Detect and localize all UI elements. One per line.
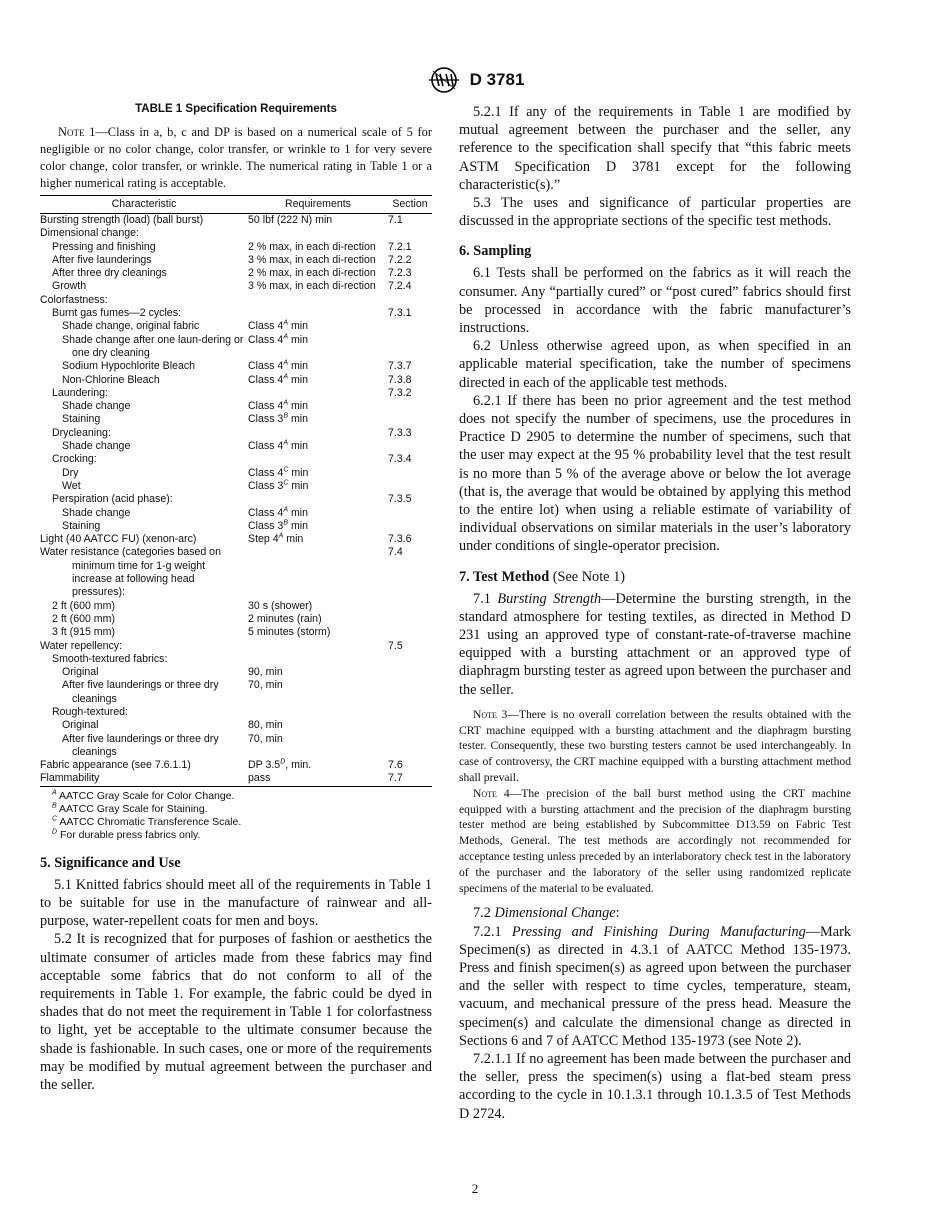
cell-requirements (248, 427, 388, 440)
cell-requirements: 70, min (248, 679, 283, 692)
specification-table (40, 195, 432, 787)
paragraph-5-1: 5.1 Knitted fabrics should meet all of the requirements in Table 1 to be suitable for use in the manufacture of rainwear and all-purpose, water-repellent coats for men and boys. (40, 876, 432, 930)
table-row (40, 241, 432, 254)
cell-section: 7.3.2 (388, 386, 412, 399)
cell-requirements: Class $4^A$ min (248, 373, 309, 386)
cell-section: 7.5 (388, 639, 403, 652)
table-row (40, 679, 432, 706)
cell-section: 7.1 (388, 214, 403, 226)
cell-characteristic: Colorfastness: (40, 293, 108, 306)
cell-requirements (248, 387, 388, 400)
table-row (40, 280, 432, 293)
table-row (40, 533, 432, 546)
paragraph-text: —Determine the bursting strength, in the standard atmosphere for testing textiles, as directed in Method D 231 using an approved type of constant-rate-of-traverse machine equipped with a bursting attachment or an approved type of diaphragm bursting tester as agreed upon between the purchaser and the seller. (459, 590, 852, 698)
cell-requirements: 50 lbf (222 N) min (248, 214, 333, 226)
cell-requirements: 3 % max, in each di-rection (248, 253, 376, 266)
table-row (40, 214, 432, 228)
table-row (40, 626, 432, 639)
note-4 (459, 786, 851, 897)
cell-section: 7.6 (388, 759, 403, 772)
paragraph-6-2-1: 6.2.1 If there has been no prior agreement and the test method does not specify the number of specimens, use the procedures in Practice D 2905 to determine the number of specimens, such that the user may expect at the 95 % probability level that the test result is no more than 5 % of the average above or below the lot average (that is, the average that would be obtained by applying this method to the entire lot) when using a reliable estimate of variability of individual observations on similar materials in the user’s laboratory under conditions of single-operator precision. (459, 392, 851, 555)
cell-characteristic: Shade change (62, 440, 131, 453)
paragraph-text: —Mark Specimen(s) as directed in 4.3.1 of AATCC Method 135-1973. Press and finish specimen(s) as agreed upon between the purchaser and the seller with respect to time cycles, temperature, steam, vacuum, and mechanical pressure of the press head. Measure the specimen(s) and calculate the dimensional change as directed in Sections 6 and 7 of AATCC Method 135-1973 (see Note 2). (459, 923, 852, 1049)
cell-section (388, 733, 432, 760)
table-row (40, 772, 432, 786)
note-text: 4—The precision of the ball burst method using the CRT machine equipped with a bursting attachment and the precision of the diaphragm bursting tester method are being established by Subcommittee D13.59 on Fabric Test Methods, General. The test methods are accordingly not recommended for acceptance testing unless preceded by an interlaboratory check test in the laboratory of the purchaser and the laboratory of the seller using randomized replicate specimens of the material to be evaluated. (459, 786, 851, 895)
header-characteristic: Characteristic (40, 196, 248, 214)
table-row (40, 227, 432, 240)
cell-requirements (248, 653, 388, 666)
cell-requirements: Class $4^A$ min (248, 439, 309, 453)
cell-characteristic: Fabric appearance (see 7.6.1.1) (40, 759, 191, 772)
table-note (40, 124, 432, 192)
table-row (40, 520, 432, 533)
cell-characteristic: Rough-textured: (52, 705, 128, 718)
paragraph-6-1: 6.1 Tests shall be performed on the fabrics as it will reach the consumer. Any “partially cured” or “post cured” fabrics should first be processed in accordance with the fabric manufacturer’s instructions. (459, 265, 851, 337)
cell-characteristic: 2 ft (600 mm) (52, 599, 115, 612)
cell-section (388, 440, 432, 453)
table-row (40, 413, 432, 426)
cell-characteristic: Wet (62, 479, 81, 492)
paragraph-7-2-1 (459, 923, 851, 1050)
cell-characteristic: Staining (62, 413, 101, 426)
cell-requirements: 2 % max, in each di-rection (248, 240, 376, 253)
cell-requirements: 70, min (248, 732, 283, 745)
table-row (40, 254, 432, 267)
paragraph-7-2 (459, 904, 851, 922)
cell-requirements: Class $4^A$ min (248, 506, 309, 519)
paragraph-number: 7.1 (473, 590, 498, 607)
cell-section (388, 520, 432, 533)
note-text: 3—There is no overall correlation between the results obtained with the CRT machine equipped with a bursting attachment and the diaphragm bursting tester. Consequently, these two bursting testers cannot be used interchangeably. In case of controversy, the CRT machine equipped with a bursting attachment method shall prevail. (459, 707, 851, 785)
note-label: Note (473, 786, 497, 800)
cell-section (388, 719, 432, 732)
cell-section (388, 467, 432, 480)
cell-section (388, 480, 432, 493)
table-row (40, 360, 432, 373)
cell-characteristic: Drycleaning: (52, 426, 111, 439)
cell-section (388, 294, 432, 307)
cell-characteristic: After five launderings (52, 253, 152, 266)
table-title: TABLE 1 Specification Requirements (135, 103, 337, 115)
table-row (40, 666, 432, 679)
cell-characteristic: After three dry cleanings (52, 267, 167, 280)
table-row (40, 706, 432, 719)
cell-section (388, 613, 432, 626)
section-7-title: 7. Test Method (459, 568, 550, 585)
cell-section: 7.3.4 (388, 453, 412, 466)
table-row (40, 640, 432, 653)
table-row (40, 480, 432, 493)
cell-characteristic: Crocking: (52, 453, 97, 466)
cell-characteristic: After five launderings or three dry cleanings (62, 679, 219, 705)
table-body (40, 214, 432, 787)
paragraph-5-2-1: 5.2.1 If any of the requirements in Table 1 are modified by mutual agreement between the purchaser and the seller, any reference to the specification shall specify that “this fabric meets ASTM Specification D 3781 except for the following characteristic(s).” (459, 104, 851, 193)
section-heading-7 (459, 569, 851, 586)
cell-requirements: DP $3.5^D$, min. (248, 758, 312, 772)
cell-requirements: 3 % max, in each di-rection (248, 280, 376, 293)
cell-requirements: Class $4^A$ min (248, 359, 309, 373)
table-row (40, 759, 432, 772)
note-label: Note (473, 707, 497, 721)
table-row (40, 320, 432, 333)
cell-section: 7.2.3 (388, 267, 412, 280)
paragraph-text: : (615, 905, 620, 922)
cell-characteristic: Shade change after one laun-dering or one dry cleaning (62, 333, 244, 359)
table-footnote: $^C$ AATCC Chromatic Transference Scale. (52, 815, 242, 828)
cell-section (388, 400, 432, 413)
table-row (40, 307, 432, 320)
table-row (40, 400, 432, 413)
cell-characteristic: Flammability (40, 772, 248, 786)
table-row (40, 653, 432, 666)
cell-characteristic: Shade change (62, 400, 131, 413)
cell-section (388, 507, 432, 520)
cell-section: 7.4 (388, 546, 403, 559)
paragraph-number: 7.2.1 (473, 923, 512, 940)
cell-section: 7.2.1 (388, 240, 412, 253)
cell-requirements: pass (248, 772, 388, 786)
paragraph-title: Dimensional Change (494, 905, 616, 922)
cell-section (388, 227, 432, 240)
cell-requirements (248, 307, 388, 320)
table-row (40, 294, 432, 307)
cell-section (388, 320, 432, 333)
table-row (40, 719, 432, 732)
cell-characteristic: After five launderings or three dry cleanings (62, 732, 219, 758)
astm-logo-icon (426, 66, 462, 94)
cell-requirements (248, 640, 388, 653)
cell-section: 7.3.8 (388, 373, 412, 386)
section-heading-5: 5. Significance and Use (40, 854, 181, 871)
cell-characteristic: Water resistance (categories based on minimum time for 1-g weight increase at following head pressures): (40, 546, 221, 599)
cell-requirements: 90, min (248, 666, 283, 679)
cell-section: 7.3.3 (388, 426, 412, 439)
cell-requirements: 80, min (248, 719, 283, 732)
table-row (40, 600, 432, 613)
cell-section (388, 679, 432, 706)
cell-requirements: Class $3^C$ min (248, 479, 309, 492)
cell-requirements (248, 453, 388, 466)
table-row (40, 546, 432, 599)
cell-section: 7.3.5 (388, 493, 412, 506)
cell-characteristic: Pressing and finishing (52, 240, 156, 253)
cell-section (388, 334, 432, 361)
cell-characteristic: Light (40 AATCC FU) (xenon-arc) (40, 533, 197, 546)
table-footnote: $^B$ AATCC Gray Scale for Staining. (52, 802, 208, 815)
cell-section (388, 706, 432, 719)
note-text: 1—Class in a, b, c and DP is based on a numerical scale of 5 for negligible or no color change, color transfer, or wrinkle to 1 for very severe color change, color transfer, or wrinkle. The numerical rating in Table 1 or a higher numerical rating is acceptable. (40, 125, 432, 190)
cell-requirements (248, 706, 388, 719)
note-3 (459, 707, 851, 786)
section-heading-6: 6. Sampling (459, 243, 532, 260)
table-row (40, 453, 432, 466)
cell-section: 7.2.2 (388, 253, 412, 266)
cell-section (388, 626, 432, 639)
cell-characteristic: Shade change (62, 506, 131, 519)
cell-requirements: 2 minutes (rain) (248, 612, 322, 625)
cell-requirements: Class $3^B$ min (248, 519, 309, 532)
table-row (40, 733, 432, 760)
paragraph-5-3: 5.3 The uses and significance of particular properties are discussed in the appropriate sections of the specific test methods. (459, 195, 851, 230)
table-footnotes (40, 790, 432, 842)
table-row (40, 440, 432, 453)
document-number: D 3781 (469, 70, 525, 89)
cell-requirements: Class $4^A$ min (248, 319, 309, 333)
left-column (40, 102, 432, 1094)
cell-section (388, 413, 432, 426)
table-row (40, 387, 432, 400)
table-row (40, 493, 432, 506)
cell-characteristic: Original (62, 719, 99, 732)
note-label: Note (58, 125, 85, 139)
cell-requirements: 2 % max, in each di-rection (248, 267, 376, 280)
table-row (40, 334, 432, 361)
cell-characteristic: Dimensional change: (40, 227, 139, 240)
cell-requirements: Class $4^A$ min (248, 333, 309, 346)
cell-characteristic: Original (62, 666, 99, 679)
cell-characteristic: Shade change, original fabric (62, 320, 200, 333)
cell-characteristic: 3 ft (915 mm) (52, 626, 115, 639)
table-header-row (40, 196, 432, 214)
cell-section: 7.2.4 (388, 280, 412, 293)
table-row (40, 374, 432, 387)
cell-characteristic: Dry (62, 466, 79, 479)
cell-requirements: Step $4^A$ min (248, 532, 304, 546)
header-section: Section (388, 196, 432, 214)
table-footnote: $^A$ AATCC Gray Scale for Color Change. (52, 789, 235, 802)
cell-requirements (248, 227, 388, 240)
section-7-note-ref: (See Note 1) (549, 568, 625, 585)
cell-requirements: Class $4^A$ min (248, 399, 309, 413)
cell-characteristic: Smooth-textured fabrics: (52, 652, 168, 665)
cell-section: 7.3.1 (388, 307, 412, 320)
cell-characteristic: Water repellency: (40, 639, 123, 652)
cell-characteristic: Sodium Hypochlorite Bleach (62, 360, 196, 373)
cell-section (388, 653, 432, 666)
page-number: 2 (471, 1181, 479, 1196)
paragraph-number: 7.2 (473, 905, 495, 922)
cell-characteristic: Burnt gas fumes—2 cycles: (52, 307, 181, 320)
header-requirements: Requirements (248, 196, 388, 214)
paragraph-title: Bursting Strength (497, 590, 602, 607)
cell-characteristic: Bursting strength (load) (ball burst) (40, 214, 204, 226)
paragraph-title: Pressing and Finishing During Manufacturing (511, 923, 806, 940)
right-column (459, 103, 851, 1123)
table-footnote: $^D$ For durable press fabrics only. (52, 828, 201, 841)
paragraph-6-2: 6.2 Unless otherwise agreed upon, as when specified in an applicable material specification, take the number of specimens directed in each of the applicable test methods. (459, 338, 851, 391)
cell-characteristic: Laundering: (52, 386, 108, 399)
cell-characteristic: 2 ft (600 mm) (52, 612, 115, 625)
cell-requirements: Class $3^B$ min (248, 412, 309, 426)
table-row (40, 613, 432, 626)
page-header (0, 66, 950, 94)
cell-section (388, 600, 432, 613)
cell-section: 7.7 (388, 772, 432, 786)
cell-requirements (248, 493, 388, 506)
cell-requirements: Class $4^C$ min (248, 466, 309, 479)
cell-requirements (248, 294, 388, 307)
table-row (40, 507, 432, 520)
cell-requirements (248, 546, 388, 599)
cell-section: 7.3.7 (388, 360, 412, 373)
cell-characteristic: Non-Chlorine Bleach (62, 373, 160, 386)
cell-requirements: 5 minutes (storm) (248, 626, 331, 639)
table-row (40, 267, 432, 280)
cell-characteristic: Growth (52, 280, 87, 293)
paragraph-7-2-1-1: 7.2.1.1 If no agreement has been made between the purchaser and the seller, press the specimen(s) using a flat-bed steam press according to the cycle in 10.1.3.1 through 10.1.3.5 of Test Methods D 2724. (459, 1051, 851, 1122)
cell-section (388, 666, 432, 679)
paragraph-5-2: 5.2 It is recognized that for purposes of fashion or aesthetics the ultimate consumer of articles made from these fabrics may find acceptable some fabrics that do not conform to all of the requirements in Table 1. For example, the fabric could be dyed in shades that do not meet the requirement in Table 1 for colorfastness to light, yet be acceptable to the ultimate consumer because the shade is fashionable. In such cases, one or more of the requirements may be modified by mutual agreement between the purchaser and the seller. (40, 931, 432, 1093)
table-row (40, 427, 432, 440)
cell-section: 7.3.6 (388, 533, 412, 546)
table-row (40, 467, 432, 480)
cell-characteristic: Staining (62, 519, 101, 532)
cell-characteristic: Perspiration (acid phase): (52, 493, 173, 506)
cell-requirements: 30 s (shower) (248, 599, 313, 612)
paragraph-7-1 (459, 590, 851, 699)
